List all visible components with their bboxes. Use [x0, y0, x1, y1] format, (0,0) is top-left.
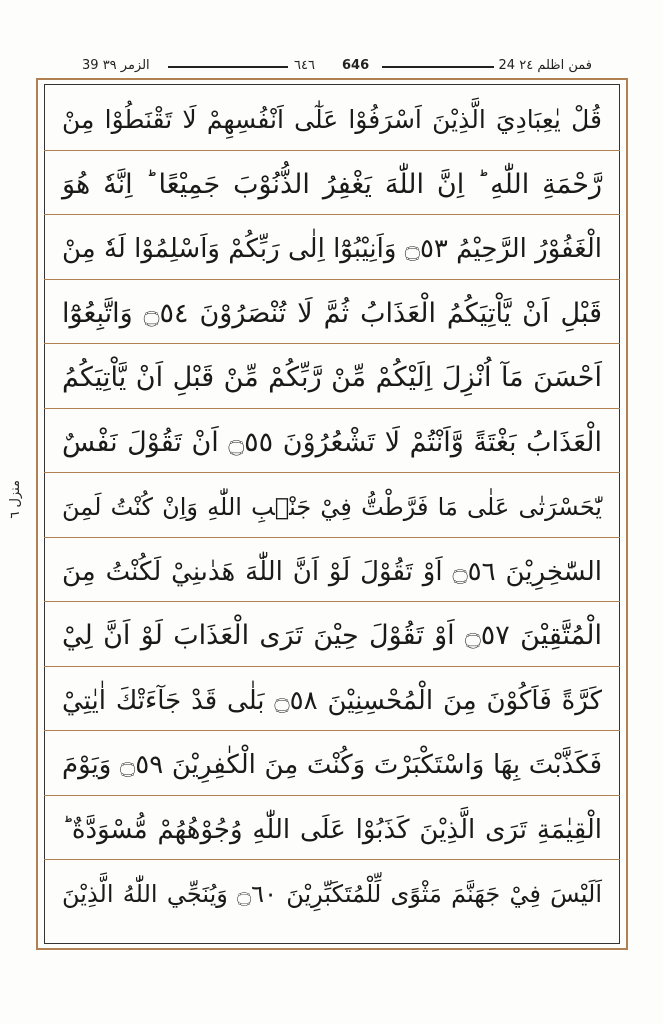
header-rule-right [382, 66, 494, 68]
text-line: كَرَّةً فَاَكُوْنَ مِنَ الْمُحْسِنِيْنَ ۝٥٨ بَلٰى قَدْ جَآءَتْكَ اٰيٰتِيْ [44, 667, 620, 732]
text-line: يّٰحَسْرَتٰى عَلٰى مَا فَرَّطْتُّ فِيْ جَنْۢبِ اللّٰهِ وَاِنْ كُنْتُ لَمِنَ [44, 473, 620, 538]
page-header [36, 54, 628, 80]
text-line: قُلْ يٰعِبَادِيَ الَّذِيْنَ اَسْرَفُوْا عَلٰٓى اَنْفُسِهِمْ لَا تَقْنَطُوْا مِنْ [44, 86, 620, 151]
header-page-number-urdu: ٦٤٦ [294, 58, 315, 73]
header-rule-left [168, 66, 288, 68]
text-line: اَحْسَنَ مَآ اُنْزِلَ اِلَيْكُمْ مِّنْ رَّبِّكُمْ مِّنْ قَبْلِ اَنْ يَّاْتِيَكُمُ [44, 344, 620, 409]
text-line: اَلَيْسَ فِيْ جَهَنَّمَ مَثْوًى لِّلْمُتَكَبِّرِيْنَ ۝٦٠ وَيُنَجِّي اللّٰهُ الَّذِيْنَ [62, 880, 602, 908]
text-line: رَّحْمَةِ اللّٰهِ ؕ اِنَّ اللّٰهَ يَغْفِرُ الذُّنُوْبَ جَمِيْعًا ؕ اِنَّهٗ هُوَ [44, 151, 620, 216]
text-line: الْغَفُوْرُ الرَّحِيْمُ ۝٥٣ وَاَنِيْبُوْٓا اِلٰى رَبِّكُمْ وَاَسْلِمُوْا لَهٗ مِنْ [44, 215, 620, 280]
header-surah-name: 39 الزمر ٣٩ [82, 58, 150, 73]
text-line: الْعَذَابُ بَغْتَةً وَّاَنْتُمْ لَا تَشْعُرُوْنَ ۝٥٥ اَنْ تَقُوْلَ نَفْسٌ [44, 409, 620, 474]
text-line: فَكَذَّبْتَ بِهَا وَاسْتَكْبَرْتَ وَكُنْتَ مِنَ الْكٰفِرِيْنَ ۝٥٩ وَيَوْمَ [44, 731, 620, 796]
manzil-marker: منزل ٦ [8, 480, 23, 519]
text-line: قَبْلِ اَنْ يَّاْتِيَكُمُ الْعَذَابُ ثُمَّ لَا تُنْصَرُوْنَ ۝٥٤ وَاتَّبِعُوْٓا [44, 280, 620, 345]
quran-text-block [44, 86, 620, 925]
header-juz-name: 24 فمن اظلم ٢٤ [498, 58, 592, 73]
text-line: الْقِيٰمَةِ تَرَى الَّذِيْنَ كَذَبُوْا عَلَى اللّٰهِ وُجُوْهُهُمْ مُّسْوَدَّةٌ ؕ [44, 796, 620, 861]
text-line: السّٰخِرِيْنَ ۝٥٦ اَوْ تَقُوْلَ لَوْ اَنَّ اللّٰهَ هَدٰىنِيْ لَكُنْتُ مِنَ [44, 538, 620, 603]
text-line: الْمُتَّقِيْنَ ۝٥٧ اَوْ تَقُوْلَ حِيْنَ تَرَى الْعَذَابَ لَوْ اَنَّ لِيْ [44, 602, 620, 667]
header-page-number: 646 [342, 58, 370, 73]
